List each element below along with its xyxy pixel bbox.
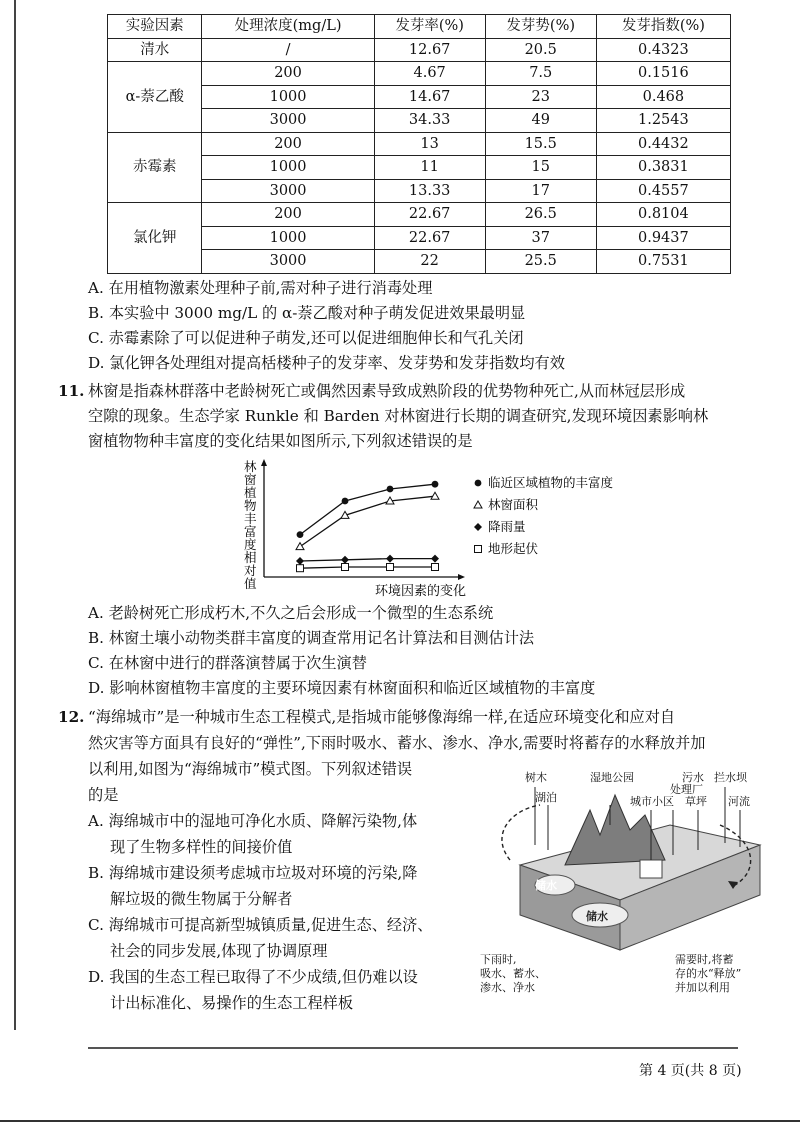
table-cell: 25.5 — [485, 250, 596, 274]
data-point-marker — [297, 565, 304, 572]
q12-number: 12. — [58, 708, 85, 726]
table-header-cell: 实验因素 — [108, 15, 202, 39]
table-cell: 0.4323 — [596, 38, 730, 62]
table-cell: 0.4432 — [596, 132, 730, 156]
table-cell: 17 — [485, 179, 596, 203]
table-cell: 1.2543 — [596, 109, 730, 133]
chart-series-group — [296, 481, 439, 572]
label-community: 城市小区 — [630, 795, 674, 808]
q10-option-a: A. 在用植物激素处理种子前,需对种子进行消毒处理 — [88, 279, 433, 297]
table-cell: 0.9437 — [596, 226, 730, 250]
factor-cell: α-萘乙酸 — [108, 62, 202, 133]
table-cell: 4.67 — [374, 62, 485, 86]
q12-option-c-line2: 社会的同步发展,体现了协调原理 — [110, 942, 328, 960]
q11-stem-line2: 空隙的现象。生态学家 Runkle 和 Barden 对林窗进行长期的调查研究,发现环境因素影响林 — [88, 407, 709, 425]
table-cell: 3000 — [202, 250, 374, 274]
rain-note-line1: 下雨时, — [480, 953, 517, 966]
label-river: 河流 — [728, 795, 750, 808]
q12-option-a-line2: 现了生物多样性的间接价值 — [110, 838, 293, 856]
table-cell: 37 — [485, 226, 596, 250]
data-point-marker — [432, 564, 439, 571]
table-row — [108, 62, 731, 86]
legend-label: 地形起伏 — [488, 541, 539, 556]
series-line — [300, 559, 435, 561]
chart-x-label: 环境因素的变化 — [375, 584, 467, 599]
q11-stem-line3: 窗植物物种丰富度的变化结果如图所示,下列叙述错误的是 — [88, 432, 473, 450]
q11-option-c: C. 在林窗中进行的群落演替属于次生演替 — [88, 654, 367, 672]
table-cell: 34.33 — [374, 109, 485, 133]
series-line — [300, 496, 435, 546]
q12-option-a-line1: A. 海绵城市中的湿地可净化水质、降解污染物,体 — [88, 812, 418, 830]
page-margin-line — [14, 0, 16, 1030]
q12-option-b-line2: 解垃圾的微生物属于分解者 — [110, 890, 293, 908]
page-number: 第 4 页(共 8 页) — [639, 1063, 742, 1079]
label-wetland-park: 湿地公园 — [590, 771, 634, 784]
table-row — [108, 38, 731, 62]
q11-option-b: B. 林窗土壤小动物类群丰富度的调查常用记名计算法和目测估计法 — [88, 629, 535, 647]
q11-option-d: D. 影响林窗植物丰富度的主要环境因素有林窗面积和临近区域植物的丰富度 — [88, 679, 596, 697]
legend-marker — [475, 546, 482, 553]
need-note-line2: 存的水“释放” — [675, 967, 742, 980]
legend-label: 林窗面积 — [488, 497, 539, 512]
table-cell: 200 — [202, 132, 374, 156]
need-note-line1: 需要时,将蓄 — [675, 953, 734, 966]
water-cycle-arrow-left — [502, 805, 540, 860]
table-cell: 1000 — [202, 85, 374, 109]
table-cell: 26.5 — [485, 203, 596, 227]
table-cell: 1000 — [202, 226, 374, 250]
table-cell: 49 — [485, 109, 596, 133]
data-point-marker — [387, 486, 394, 493]
data-point-marker — [296, 543, 304, 550]
q10-option-d: D. 氯化钾各处理组对提高栝楼种子的发芽率、发芽势和发芽指数均有效 — [88, 354, 565, 372]
label-dam: 拦水坝 — [714, 771, 747, 784]
q11-number: 11. — [58, 382, 85, 400]
q12-stem-line1: “海绵城市”是一种城市生态工程模式,是指城市能够像海绵一样,在适应环境变化和应对自 — [88, 708, 676, 726]
q12-option-d-line2: 计出标准化、易操作的生态工程样板 — [110, 994, 353, 1012]
table-cell: 13.33 — [374, 179, 485, 203]
q12-stem-line3: 以利用,如图为“海绵城市”模式图。下列叙述错误 — [88, 760, 413, 778]
table-cell: 13 — [374, 132, 485, 156]
legend-marker — [475, 480, 482, 487]
table-row — [108, 203, 731, 227]
legend-label: 降雨量 — [488, 519, 526, 534]
table-header-cell: 发芽势(%) — [485, 15, 596, 39]
table-cell: 22.67 — [374, 203, 485, 227]
table-row — [108, 132, 731, 156]
factor-cell: 清水 — [108, 38, 202, 62]
table-cell: 15 — [485, 156, 596, 180]
data-point-marker — [387, 564, 394, 571]
page-bottom-line — [0, 1120, 800, 1122]
q12-option-d-line1: D. 我国的生态工程已取得了不少成绩,但仍难以设 — [88, 968, 418, 986]
table-cell: 1000 — [202, 156, 374, 180]
q12-stem-line4: 的是 — [88, 786, 119, 804]
data-point-marker — [297, 531, 304, 538]
data-point-marker — [386, 555, 394, 563]
table-cell: 3000 — [202, 179, 374, 203]
chart-legend — [474, 475, 614, 556]
series-line — [300, 484, 435, 534]
table-cell: 200 — [202, 203, 374, 227]
table-cell: 0.468 — [596, 85, 730, 109]
table-cell: 3000 — [202, 109, 374, 133]
table-cell: 15.5 — [485, 132, 596, 156]
data-point-marker — [432, 481, 439, 488]
legend-label: 临近区域植物的丰富度 — [488, 475, 614, 490]
table-cell: 7.5 — [485, 62, 596, 86]
table-cell: 200 — [202, 62, 374, 86]
q12-stem-line2: 然灾害等方面具有良好的“弹性”,下雨时吸水、蓄水、渗水、净水,需要时将蓄存的水释放并加 — [88, 734, 706, 752]
footer-divider — [88, 1047, 738, 1049]
table-cell: 11 — [374, 156, 485, 180]
table-cell: 0.4557 — [596, 179, 730, 203]
q11-stem-line1: 林窗是指森林群落中老龄树死亡或偶然因素导致成熟阶段的优势物种死亡,从而林冠层形成 — [88, 382, 686, 400]
chart-x-arrow — [458, 574, 465, 580]
table-cell: 22.67 — [374, 226, 485, 250]
table-cell: 14.67 — [374, 85, 485, 109]
label-lawn: 草坪 — [685, 795, 707, 808]
factor-cell: 氯化钾 — [108, 203, 202, 274]
label-tree: 树木 — [525, 771, 547, 784]
q12-option-b-line1: B. 海绵城市建设须考虑城市垃圾对环境的污染,降 — [88, 864, 418, 882]
richness-line-chart — [230, 455, 630, 605]
series-line — [300, 567, 435, 568]
q10-option-b: B. 本实验中 3000 mg/L 的 α-萘乙酸对种子萌发促进效果最明显 — [88, 304, 526, 322]
data-point-marker — [342, 498, 349, 505]
factor-cell: 赤霉素 — [108, 132, 202, 203]
table-cell: 0.8104 — [596, 203, 730, 227]
chart-y-arrow — [261, 459, 267, 466]
chart-y-label: 林窗植物丰富度相对值 — [244, 459, 257, 591]
data-point-marker — [296, 557, 304, 565]
table-cell: 22 — [374, 250, 485, 274]
table-cell: 0.1516 — [596, 62, 730, 86]
table-header-cell: 发芽率(%) — [374, 15, 485, 39]
q10-option-c: C. 赤霉素除了可以促进种子萌发,还可以促进细胞伸长和气孔关闭 — [88, 329, 524, 347]
label-storage-2: 储水 — [586, 910, 608, 923]
data-point-marker — [431, 492, 439, 499]
table-header-row — [108, 15, 731, 39]
label-sewage-plant: 污水处理厂 — [670, 771, 704, 796]
table-cell: 12.67 — [374, 38, 485, 62]
q11-option-a: A. 老龄树死亡形成朽木,不久之后会形成一个微型的生态系统 — [88, 604, 494, 622]
legend-marker — [474, 523, 482, 531]
rain-note-line3: 渗水、净水 — [480, 981, 535, 994]
table-cell: 0.3831 — [596, 156, 730, 180]
table-cell: / — [202, 38, 374, 62]
data-point-marker — [341, 556, 349, 564]
rain-note-line2: 吸水、蓄水、 — [480, 967, 546, 980]
data-point-marker — [431, 555, 439, 563]
experiment-table — [107, 14, 731, 274]
table-header-cell: 处理浓度(mg/L) — [202, 15, 374, 39]
table-cell: 20.5 — [485, 38, 596, 62]
label-lake: 湖泊 — [535, 791, 557, 804]
building-icon — [640, 860, 662, 878]
data-point-marker — [342, 564, 349, 571]
sponge-city-diagram — [470, 765, 770, 1025]
table-cell: 23 — [485, 85, 596, 109]
need-note-line3: 并加以利用 — [675, 981, 730, 994]
table-body — [108, 38, 731, 273]
q12-option-c-line1: C. 海绵城市可提高新型城镇质量,促进生态、经济、 — [88, 916, 433, 934]
table-cell: 0.7531 — [596, 250, 730, 274]
legend-marker — [474, 501, 482, 508]
table-header-cell: 发芽指数(%) — [596, 15, 730, 39]
label-storage-1: 储水 — [535, 879, 557, 892]
